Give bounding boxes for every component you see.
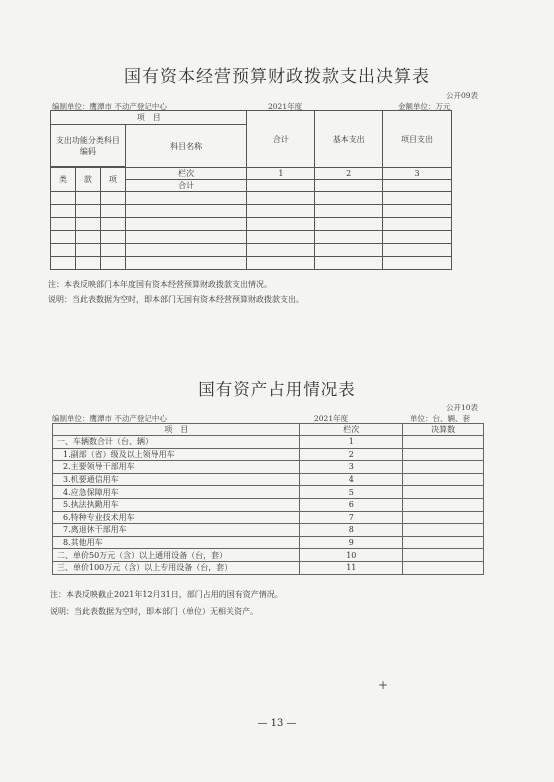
row-num: 5: [300, 486, 403, 499]
row-label: 8.其他用车: [53, 536, 300, 549]
table1-col-lei: 类: [51, 168, 76, 192]
table-row: [53, 536, 484, 549]
table1-num-2: 2: [315, 168, 383, 180]
table1-row-heji: 合计: [125, 180, 247, 192]
page-number: — 13 —: [257, 718, 297, 729]
table1-col-kuan: 款: [75, 168, 100, 192]
row-label: 二、单价50万元（含）以上通用设备（台，套）: [53, 549, 300, 562]
table2: [52, 423, 484, 575]
table1-year: 2021年度: [268, 102, 303, 111]
table-row: [53, 498, 484, 511]
table2-col-item: 项 目: [53, 424, 300, 436]
table-row: [53, 473, 484, 486]
table-row: [53, 549, 484, 562]
table-row: [53, 524, 484, 537]
table2-year: 2021年度: [314, 414, 349, 423]
table2-qty-unit: 单位：台、辆、套: [410, 414, 470, 423]
table1-empty-row: [51, 218, 452, 231]
table-row: [53, 436, 484, 449]
table2-code: 公开10表: [446, 403, 479, 412]
table1-empty-row: [51, 192, 452, 205]
table1-col-func-code: 支出功能分类科目编码: [51, 125, 126, 167]
table1-row-lanci: 栏次: [125, 168, 247, 180]
row-label: 1.副部（省）级及以上领导用车: [53, 448, 300, 461]
table1-code: 公开09表: [446, 91, 479, 100]
row-num: 4: [300, 473, 403, 486]
table-row: [53, 561, 484, 574]
table1-header-item: 项 目: [51, 111, 247, 125]
row-label: 5.执法执勤用车: [53, 498, 300, 511]
table2-unit: 编制单位：鹰潭市 不动产登记中心: [52, 414, 167, 423]
row-label: 7.离退休干部用车: [53, 524, 300, 537]
table1-col-xiang: 项: [100, 168, 125, 192]
table1-empty-row: [51, 244, 452, 257]
table-row: [53, 461, 484, 474]
table1-title: 国有资本经营预算财政拨款支出决算表: [124, 67, 430, 87]
row-label: 2.主要领导干部用车: [53, 461, 300, 474]
table1-explanation: 说明：当此表数据为空时，即本部门无国有资本经营预算财政拨款支出。: [48, 295, 304, 304]
row-num: 10: [300, 549, 403, 562]
row-label: 一、车辆数合计（台、辆）: [53, 436, 300, 449]
table2-col-lanci: 栏次: [300, 424, 403, 436]
table-row: [53, 511, 484, 524]
table1: [50, 110, 452, 270]
table2-explanation: 说明：当此表数据为空时，即本部门（单位）无相关资产。: [50, 607, 258, 616]
table-row: [53, 448, 484, 461]
table1-col-project: 项目支出: [383, 111, 452, 168]
scan-mark: +: [378, 678, 389, 692]
row-num: 6: [300, 498, 403, 511]
row-num: 1: [300, 436, 403, 449]
table1-num-1: 1: [247, 168, 315, 180]
table1-unit: 编制单位：鹰潭市 不动产登记中心: [52, 102, 167, 111]
table2-note: 注：本表反映截止2021年12月31日，部门占用的国有资产情况。: [50, 590, 283, 599]
table1-num-3: 3: [383, 168, 452, 180]
table-row: [53, 486, 484, 499]
row-num: 9: [300, 536, 403, 549]
table1-empty-row: [51, 257, 452, 270]
row-num: 3: [300, 461, 403, 474]
table1-note: 注：本表反映部门本年度国有资本经营预算财政拨款支出情况。: [48, 280, 272, 289]
row-num: 2: [300, 448, 403, 461]
table1-amount-unit: 金额单位：万元: [398, 102, 451, 111]
table1-col-basic: 基本支出: [315, 111, 383, 168]
table1-empty-row: [51, 231, 452, 244]
row-label: 4.应急保障用车: [53, 486, 300, 499]
row-num: 11: [300, 561, 403, 574]
table2-title: 国有资产占用情况表: [198, 380, 356, 399]
row-num: 7: [300, 511, 403, 524]
row-num: 8: [300, 524, 403, 537]
table1-empty-row: [51, 205, 452, 218]
row-label: 6.特种专业技术用车: [53, 511, 300, 524]
row-label: 三、单价100万元（含）以上专用设备（台，套）: [53, 561, 300, 574]
table2-col-result: 决算数: [403, 424, 484, 436]
table1-col-subject: 科目名称: [125, 125, 247, 168]
row-label: 3.机要通信用车: [53, 473, 300, 486]
table1-col-total: 合计: [247, 111, 315, 168]
